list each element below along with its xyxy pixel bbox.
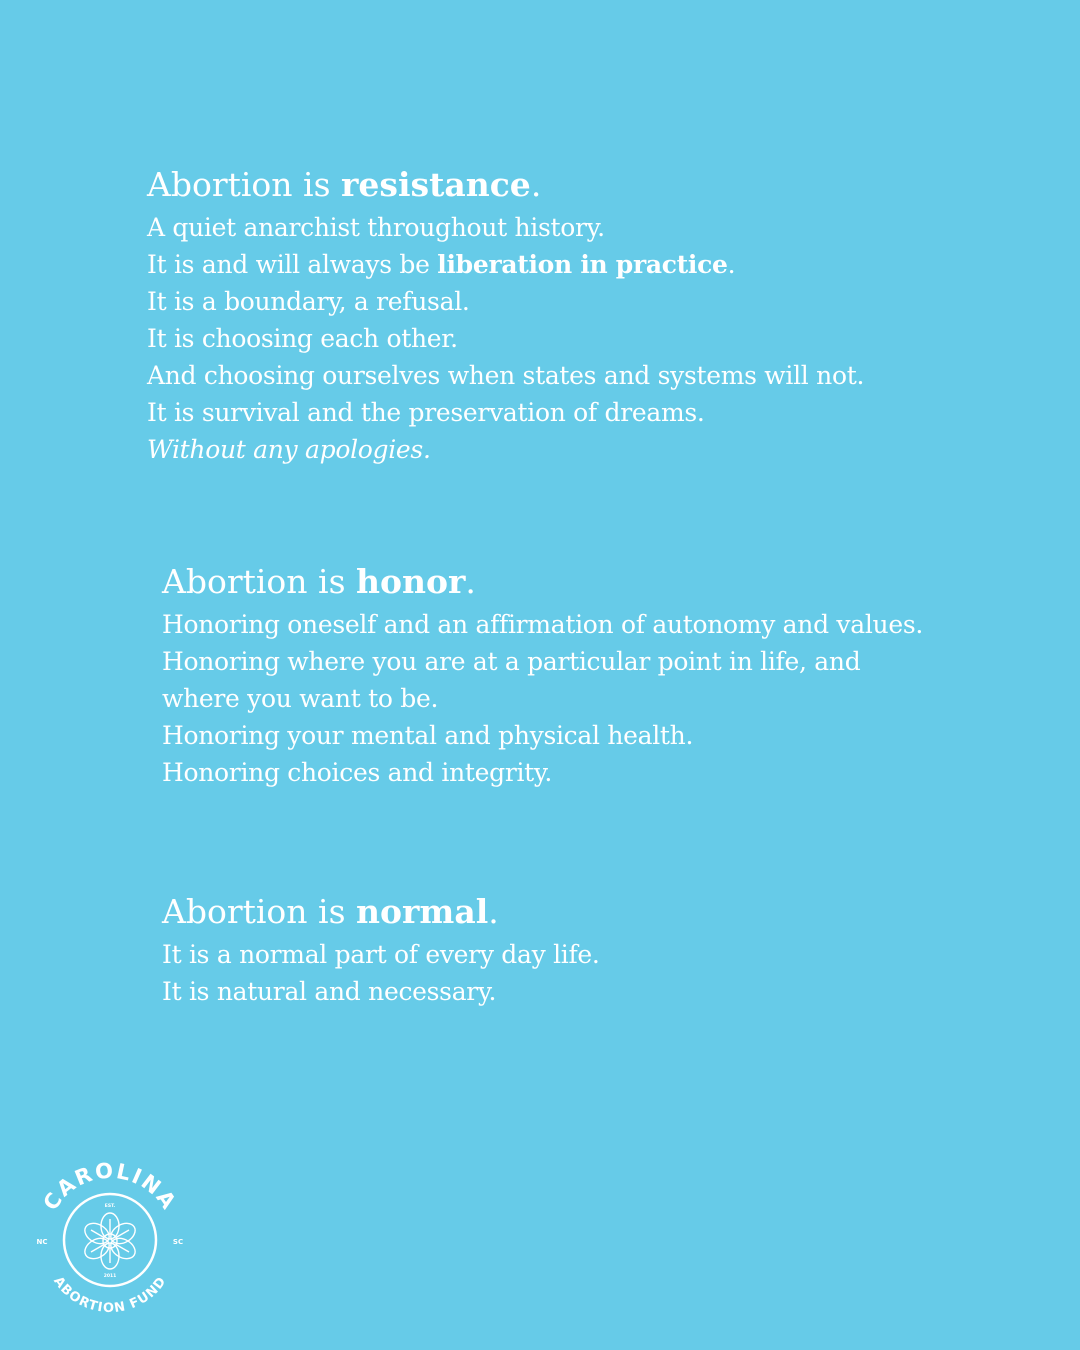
section-heading [147,163,864,207]
text-line: It is survival and the preservation of dreams. [147,398,705,427]
text-line: Honoring oneself and an affirmation of autonomy and values. [162,610,924,639]
heading-suffix: . [488,892,499,931]
heading-suffix: . [530,165,542,204]
text-line: Honoring your mental and physical health. [162,721,694,750]
logo-svg [30,1160,190,1320]
text-line: It is a boundary, a refusal. [147,287,470,316]
text-line [147,246,864,283]
carolina-abortion-fund-logo [30,1160,190,1320]
heading-prefix: Abortion is [147,165,342,204]
italic-text: Without any apologies. [147,435,431,464]
heading-keyword: normal [356,892,489,931]
section-heading [162,890,600,934]
heading-keyword: resistance [341,165,531,204]
logo-est-label: EST. [104,1204,116,1209]
text-line: A quiet anarchist throughout history. [147,213,605,242]
text-line: Honoring where you are at a particular point in life, and [162,647,861,676]
heading-keyword: honor [356,562,466,601]
text-line: where you want to be. [162,684,439,713]
section-normal [162,890,600,1010]
text-line-italic [147,431,864,468]
flower-icon [81,1213,138,1269]
text-line-suffix: . [727,250,736,279]
logo-top-text: CAROLINA [38,1160,182,1215]
heading-prefix: Abortion is [162,892,357,931]
text-line-prefix: It is and will always be [147,250,438,279]
section-resistance [147,163,864,468]
text-line: Honoring choices and integrity. [162,758,553,787]
text-line: It is choosing each other. [147,324,458,353]
text-line: It is a normal part of every day life. [162,940,600,969]
logo-year: 2011 [103,1274,117,1279]
heading-suffix: . [465,562,476,601]
section-heading [162,560,923,604]
logo-left-label: NC [36,1238,48,1246]
logo-right-label: SC [172,1238,184,1246]
text-line: It is natural and necessary. [162,977,497,1006]
text-line-emphasis: liberation in practice [437,250,728,279]
heading-prefix: Abortion is [162,562,357,601]
logo-bottom-text: ABORTION FUND [50,1273,170,1317]
section-honor [162,560,923,791]
text-line: And choosing ourselves when states and systems will not. [147,361,865,390]
